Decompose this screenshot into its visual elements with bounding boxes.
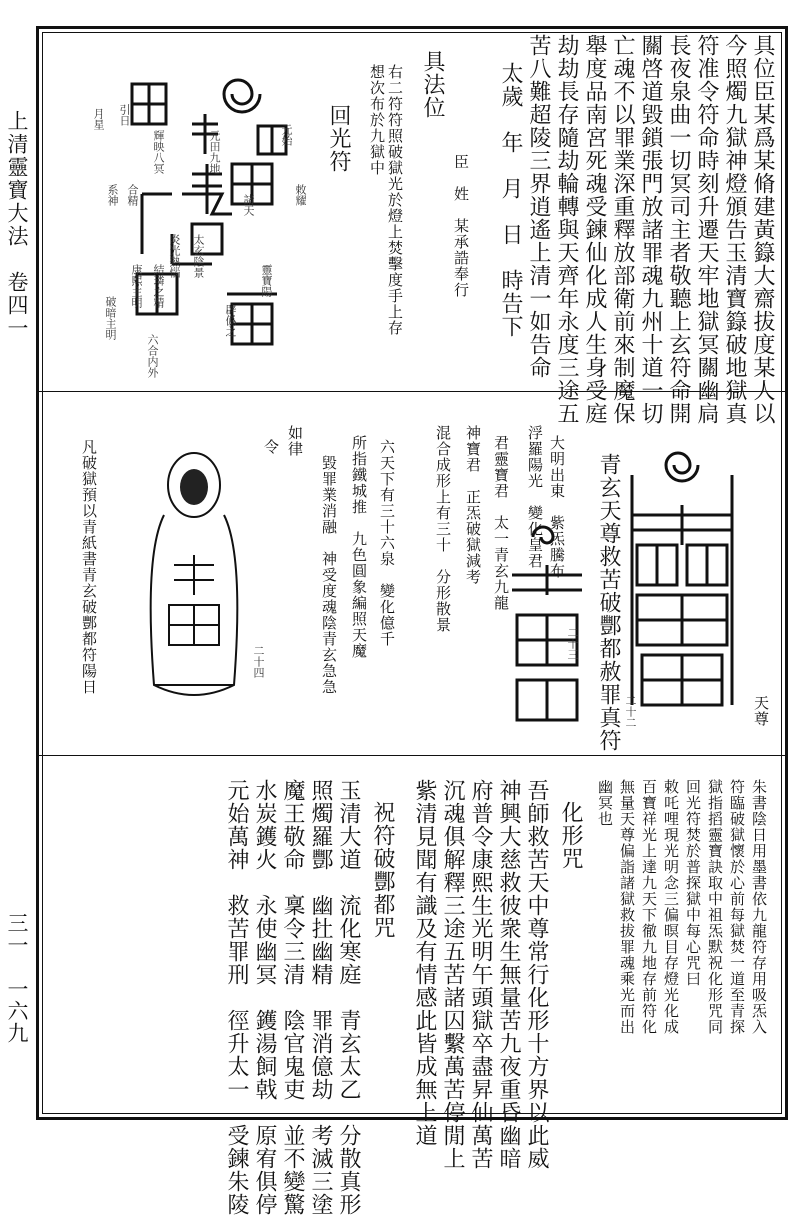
talisman-label: 辟僞之 bbox=[224, 304, 237, 337]
text-column: 神興大慈救彼衆生無量苦九夜重昏幽暗 bbox=[496, 779, 521, 1170]
text-column: 照燭羅酆 幽扗幽精 罪消億劫 考滅三塗 bbox=[308, 779, 333, 1216]
talisman-title: 青玄天尊救苦破酆都赦罪真符 bbox=[596, 453, 621, 752]
text-column: 凡破獄預以青紙書青玄破酆都符陽日 bbox=[80, 439, 98, 695]
text-column: 天尊 bbox=[752, 695, 770, 727]
text-column: 大明出東 紫炁騰布 bbox=[548, 435, 566, 579]
text-column: 紫清見聞有識及有情感此皆成無上道 bbox=[412, 779, 437, 1147]
figure-number: 二十三 bbox=[566, 627, 579, 660]
text-column: 元始萬神 救苦罪刑 徑升太一 受鍊朱陵 bbox=[224, 779, 249, 1216]
talisman-label: 輝映八冥 bbox=[152, 130, 165, 174]
section-heading: 祝符破酆都咒 bbox=[370, 801, 395, 939]
text-column: 朱書陰日用墨書依九龍符存用吸炁入 bbox=[750, 779, 768, 1035]
talisman-title: 回光符 bbox=[326, 104, 351, 173]
text-column: 舉度品南宮死魂受鍊仙化成人生身受庭 bbox=[582, 34, 607, 425]
section-heading: 化形咒 bbox=[558, 801, 583, 870]
talisman-label: 破暗主明 bbox=[104, 296, 117, 340]
text-column: 玉清大道 流化寒庭 青玄太乙 分散真形 bbox=[336, 779, 361, 1216]
talisman-label: 太玄陰景 bbox=[192, 234, 205, 278]
text-column: 劫劫長存隨劫輪轉與天齊年永度三途五 bbox=[554, 34, 579, 425]
text-column: 右二符符照破獄光於燈上焚擊度手上存 bbox=[386, 64, 404, 336]
text-column: 今照燭九獄神燈頒告玉清寶籙破地獄真 bbox=[722, 34, 747, 425]
section-divider-2 bbox=[39, 755, 785, 756]
talisman-label: 康熙主明 bbox=[130, 264, 143, 308]
talisman-label: 六合内外 bbox=[146, 334, 159, 378]
talisman-label: 敕耀 bbox=[294, 184, 307, 206]
talisman-label: 靈寶陽 bbox=[260, 264, 273, 297]
talisman-label: 引日 bbox=[118, 104, 131, 126]
text-column: 浮羅陽光 變化皇君 bbox=[526, 425, 544, 569]
text-column: 水炭鑊火 永使幽冥 鑊湯飼戟 原宥俱停 bbox=[252, 779, 277, 1216]
text-column: 敕吒哩現光明念三偏暝目存燈光化成 bbox=[662, 779, 680, 1035]
text-column: 所指鐵城推 九色圓象編照天魔 bbox=[350, 435, 368, 659]
bottom-panel bbox=[40, 759, 786, 1216]
talisman-label: 合精 bbox=[126, 184, 139, 206]
text-column: 魔王敬命 稟令三清 陰官鬼吏 並不變驚 bbox=[280, 779, 305, 1216]
text-column: 令 bbox=[262, 439, 280, 455]
text-column: 君靈寶君 太一青玄九龍 bbox=[492, 435, 510, 611]
text-column: 太歲 年 月 日 時告下 bbox=[498, 62, 523, 338]
talisman-label: 系神 bbox=[106, 184, 119, 206]
text-column: 苦八難超陵三界逍遙上清一如告命 bbox=[526, 34, 551, 379]
text-column: 長夜泉曲一切冥司主者敬聽上玄符命開 bbox=[666, 34, 691, 425]
text-column: 沉魂俱解釋三途五苦諸囚繫萬苦停閒上 bbox=[440, 779, 465, 1170]
text-column: 無量天尊偏詣諸獄救拔罪魂乘光而出 bbox=[618, 779, 636, 1035]
text-column: 關啓道毀鎖張門放諸罪魂九州十道一切 bbox=[638, 34, 663, 425]
talisman-label: 結璘之精 bbox=[152, 264, 165, 308]
talisman-label: 炎光熱惱 bbox=[168, 234, 181, 278]
page-number: 三一 一六九 bbox=[5, 912, 29, 1044]
deity-seal-figure bbox=[124, 445, 264, 705]
talisman-label: 諸天 bbox=[242, 194, 255, 216]
text-column: 臣 姓 某承誥奉行 bbox=[452, 154, 470, 298]
text-column: 具位臣某爲某脩建黃籙大齋拔度某人以 bbox=[750, 34, 775, 425]
text-column: 如律 bbox=[286, 425, 304, 457]
text-column: 府普令康熙生光明午頭獄卒盡昇仙萬苦 bbox=[468, 779, 493, 1170]
text-column: 符准令符命時刻升遷天牢地獄冥關幽扃 bbox=[694, 34, 719, 425]
figure-number: 二十四 bbox=[252, 645, 265, 678]
text-column: 毀罪業消融 神受度魂陰青玄急急 bbox=[320, 455, 338, 695]
talisman-label: 元始 bbox=[280, 124, 293, 146]
text-column: 百寶祥光上達九天下徹九地存前符化 bbox=[640, 779, 658, 1035]
text-column: 吾師救苦天中尊常行化形十方界以此威 bbox=[524, 779, 549, 1170]
talisman-label: 元田九地 bbox=[208, 130, 221, 174]
top-panel bbox=[40, 34, 786, 425]
middle-panel bbox=[40, 395, 786, 753]
text-column: 具法位 bbox=[420, 50, 445, 119]
text-column: 六天下有三十六泉 變化億千 bbox=[378, 439, 396, 647]
text-column: 混合成形上有三十 分形散景 bbox=[434, 425, 452, 633]
text-column: 獄指搯靈寶訣取中祖炁默祝化形咒同 bbox=[706, 779, 724, 1035]
text-column: 符臨破獄懷於心前每獄焚一道至青探 bbox=[728, 779, 746, 1035]
text-column: 神寶君 正炁破獄減考 bbox=[464, 425, 482, 585]
text-column: 回光符焚於普探獄中每心咒曰 bbox=[684, 779, 702, 987]
book-title: 上清靈寶大法 卷四一 bbox=[5, 110, 29, 340]
talisman-qingxuan-large bbox=[622, 435, 742, 715]
text-column: 想次布於九獄中 bbox=[368, 64, 386, 176]
figure-number: 二十二 bbox=[624, 695, 637, 728]
talisman-label: 月星 bbox=[92, 108, 105, 130]
text-column: 幽冥也 bbox=[596, 779, 614, 827]
text-column: 亡魂不以罪業深重釋放部衛前來制魔保 bbox=[610, 34, 635, 425]
